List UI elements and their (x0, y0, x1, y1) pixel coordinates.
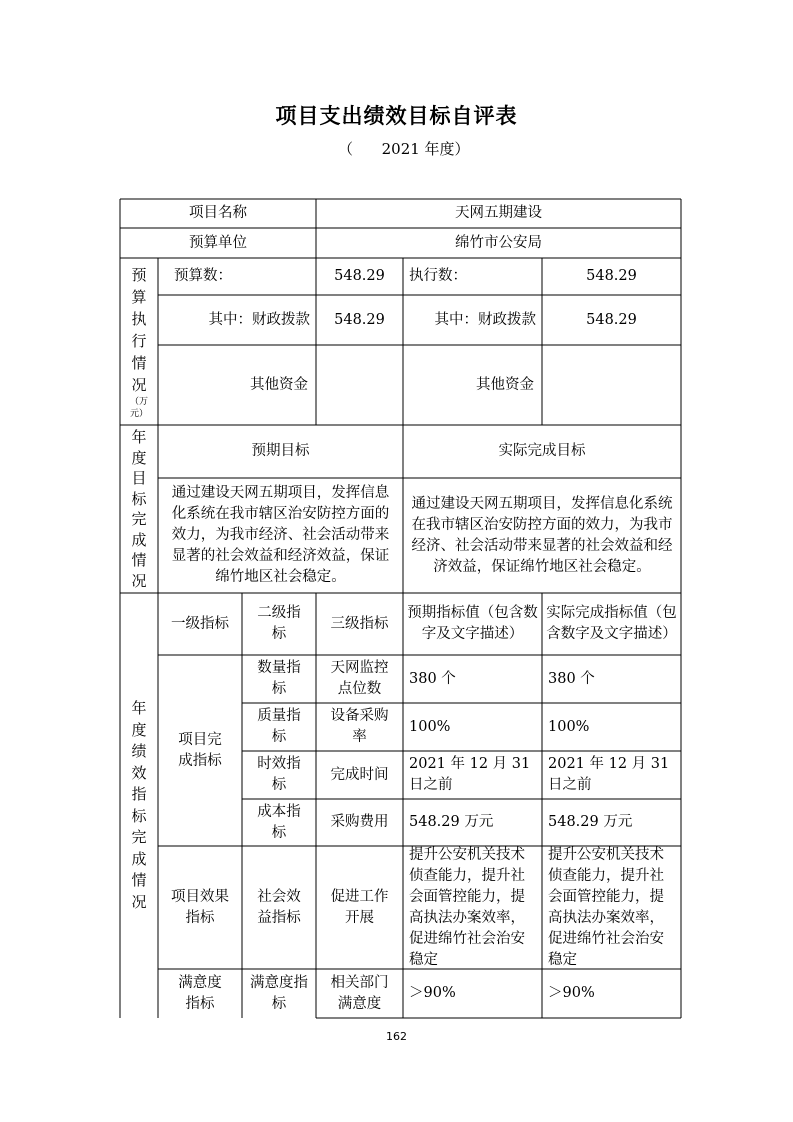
annual-goal-side-label (120, 425, 158, 593)
side-char: 况 (131, 375, 147, 394)
budget-amount-label: 预算数： (174, 268, 232, 284)
level3-header: 三级指标 (330, 615, 389, 632)
other-funds-exec-label: 其他资金 (476, 376, 534, 393)
row-level3: 相关部门满意度 (330, 974, 389, 1012)
fiscal-exec-value: 548.29 (586, 311, 637, 328)
side-unit: （万 (129, 396, 148, 407)
row-level2: 社会效益指标 (257, 888, 301, 926)
row-level2: 成本指标 (257, 803, 301, 841)
row-expected: ＞90% (409, 985, 456, 1001)
expected-value-header: 预期指标值（包含数字及文字描述） (407, 605, 538, 642)
row-level3: 完成时间 (330, 766, 389, 783)
budget-unit-label: 预算单位 (189, 234, 247, 251)
row-expected: 380 个 (409, 670, 456, 687)
year-subtitle: （ 2021 年度） (338, 140, 470, 158)
fiscal-budget-value: 548.29 (334, 311, 385, 328)
group-project-completion: 项目完成指标 (178, 731, 222, 769)
page-number: 162 (386, 1030, 407, 1043)
side-char: 情 (131, 353, 147, 372)
side-char: 效 (131, 763, 147, 782)
actual-value-header: 实际完成指标值（包含数字及文字描述） (546, 605, 677, 642)
row-actual: 100% (548, 718, 590, 735)
row-level3: 设备采购率 (330, 708, 389, 745)
side-char: 年 (131, 699, 147, 717)
side-char: 完 (131, 510, 147, 528)
row-level2: 时效指标 (257, 756, 301, 793)
actual-goal-text (403, 478, 681, 593)
page-title: 项目支出绩效目标自评表 (275, 104, 518, 128)
side-char: 算 (131, 287, 147, 306)
expected-goal-paragraph: 通过建设天网五期项目，发挥信息化系统在我市辖区治安防控方面的效力，为我市经济、社会活动带来显著的社会效益和经济效益，保证绵竹地区社会稳定。 (171, 485, 390, 585)
side-char: 况 (131, 571, 147, 590)
row-level2: 满意度指标 (250, 974, 308, 1012)
budget-unit-value: 绵竹市公安局 (455, 234, 542, 251)
side-char: 情 (131, 551, 147, 569)
row-actual: ＞90% (548, 985, 595, 1001)
exec-amount-value: 548.29 (586, 268, 637, 284)
row-level2: 数量指标 (257, 660, 301, 697)
actual-goal-header: 实际完成目标 (498, 443, 586, 459)
row-actual: 2021 年 12 月 31 日之前 (548, 756, 670, 793)
side-char: 预 (131, 265, 147, 284)
exec-amount-label: 执行数： (409, 268, 467, 284)
side-char: 情 (131, 871, 147, 889)
side-char: 成 (131, 849, 147, 868)
row-expected: 548.29 万元 (409, 814, 494, 830)
row-level3: 天网监控点位数 (330, 660, 389, 697)
side-char: 况 (131, 892, 147, 911)
expected-goal-header: 预期目标 (251, 443, 310, 459)
row-expected: 提升公安机关技术侦查能力，提升社会面管控能力，提高执法办案效率，促进绵竹社会治安稳定 (409, 846, 525, 968)
row-actual: 380 个 (548, 670, 595, 687)
row-level2: 质量指标 (257, 708, 301, 745)
group-satisfaction: 满意度指标 (178, 974, 222, 1012)
level1-header: 一级指标 (171, 615, 229, 632)
budget-amount-value: 548.29 (334, 268, 385, 284)
row-expected: 2021 年 12 月 31 日之前 (409, 756, 531, 793)
project-name-value: 天网五期建设 (455, 205, 542, 221)
row-level3: 采购费用 (330, 814, 389, 830)
budget-exec-side-label (120, 258, 158, 425)
side-char: 执 (131, 309, 147, 328)
indicators-side-label (120, 593, 158, 1018)
expected-goal-text (158, 478, 403, 593)
side-unit: 元） (129, 408, 148, 419)
row-expected: 100% (409, 718, 451, 735)
side-char: 成 (131, 530, 147, 549)
side-char: 标 (131, 806, 147, 825)
side-char: 行 (131, 331, 147, 350)
actual-goal-paragraph: 通过建设天网五期项目，发挥信息化系统在我市辖区治安防控方面的效力，为我市经济、社会活动带来显著的社会效益和经济效益，保证绵竹地区社会稳定。 (411, 495, 673, 575)
side-char: 完 (131, 828, 147, 846)
side-char: 度 (131, 720, 147, 739)
side-char: 指 (131, 785, 147, 803)
row-level3: 促进工作开展 (330, 888, 389, 926)
group-project-effect: 项目效果指标 (171, 888, 229, 926)
side-char: 目 (131, 469, 147, 487)
fiscal-budget-label: 其中：财政拨款 (208, 311, 310, 328)
level2-header: 二级指标 (257, 605, 301, 642)
side-char: 标 (131, 489, 147, 508)
row-actual: 548.29 万元 (548, 814, 633, 830)
fiscal-exec-label: 其中：财政拨款 (434, 311, 536, 328)
side-char: 绩 (131, 742, 147, 760)
side-char: 度 (131, 448, 147, 467)
side-char: 年 (131, 428, 147, 446)
project-name-label: 项目名称 (189, 205, 247, 221)
other-funds-label: 其他资金 (250, 376, 308, 393)
row-actual: 提升公安机关技术侦查能力，提升社会面管控能力，提高执法办案效率，促进绵竹社会治安稳定 (548, 846, 664, 968)
